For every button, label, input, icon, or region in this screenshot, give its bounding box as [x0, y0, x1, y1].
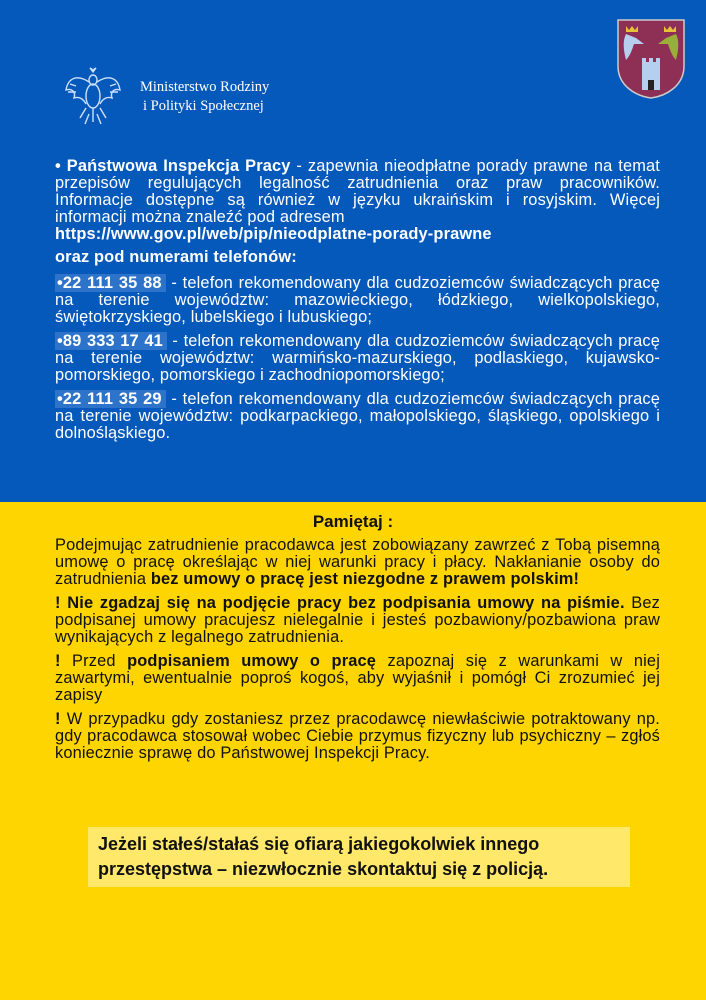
pip-url-link[interactable]: https://www.gov.pl/web/pip/nieodplatne-porady-prawne: [55, 225, 492, 243]
remember-block: [55, 537, 660, 769]
paragraph: Podejmując zatrudnienie pracodawca jest zobowiązany zawrzeć z Tobą pisemną umowę o pracę określając w niej warunki pracy i płacy. Nakłanianie osoby do zatrudnienia bez umowy o pracę jest niezgodne z prawem polskim!: [55, 536, 660, 588]
paragraph: ! Przed podpisaniem umowy o pracę zapoznaj się z warunkami w niej zawartymi, ewentualnie poproś kogoś, aby wyjaśnił i pomógł Ci zrozumieć jej zapisy: [55, 652, 660, 704]
ministry-logo-text: Ministerstwo Rodziny i Polityki Społecznej: [140, 79, 270, 114]
coat-of-arms-icon: [616, 18, 686, 100]
police-callout: Jeżeli stałeś/stałaś się ofiarą jakiegokolwiek innego przestępstwa – niezwłocznie skontaktuj się z policją.: [88, 827, 630, 887]
pip-info-block: • Państwowa Inspekcja Pracy - zapewnia nieodpłatne porady prawne na temat przepisów regulujących legalność zatrudnienia oraz praw pracowników. Informacje dostępne są również w języku ukraińskim i rosyjskim. Więcej informacji można znaleźć pod adresem https://www.gov.pl/web/pip/nieodplatne-porady-prawne oraz pod numerami telefonów: •22 111 35 88 - telefon rekomendowany dla cudzoziemców świadczących pracę na terenie województw: mazowieckiego, łódzkiego, wielkopolskiego, świętokrzyskiego, lubelskiego i lubuskiego; •89 333 17 41 - telefon rekomendowany dla cudzoziemców świadczących pracę na terenie województw: warmińsko-mazurskiego, podlaskiego, kujawsko-pomorskiego, pomorskiego i zachodniopomorskiego; •22 111 35 29 - telefon rekomendowany dla cudzoziemców świadczących pracę na terenie województw: podkarpackiego, małopolskiego, śląskiego, opolskiego i dolnośląskiego.: [55, 157, 660, 442]
paragraph: ! W przypadku gdy zostaniesz przez pracodawcę niewłaściwie potraktowany np. gdy pracodawca stosował wobec Ciebie przymus fizyczny lub psychiczny – zgłoś koniecznie sprawę do Państwowej Inspekcji Pracy.: [55, 710, 660, 762]
polish-eagle-emblem-icon: [62, 64, 124, 128]
phones-heading: oraz pod numerami telefonów:: [55, 248, 297, 266]
phone-item: •22 111 35 29 - telefon rekomendowany dla cudzoziemców świadczących pracę na terenie województw: podkarpackiego, małopolskiego, śląskiego, opolskiego i dolnośląskiego.: [55, 390, 660, 442]
remember-heading: Pamiętaj :: [312, 512, 394, 531]
yellow-section: [0, 502, 706, 1000]
phone-item: •89 333 17 41 - telefon rekomendowany dla cudzoziemców świadczących pracę na terenie województw: warmińsko-mazurskiego, podlaskiego, kujawsko-pomorskiego, pomorskiego i zachodniopomorskiego;: [55, 332, 660, 384]
phone-number[interactable]: •89 333 17 41: [55, 332, 167, 350]
paragraph: ! Nie zgadzaj się na podjęcie pracy bez podpisania umowy na piśmie. Bez podpisanej umowy pracujesz nielegalnie i jesteś pozbawiony/pozbawiona praw wynikających z legalnego zatrudnienia.: [55, 594, 660, 646]
phone-number[interactable]: •22 111 35 88: [55, 274, 166, 292]
phone-number[interactable]: •22 111 35 29: [55, 390, 166, 408]
phone-item: •22 111 35 88 - telefon rekomendowany dla cudzoziemców świadczących pracę na terenie województw: mazowieckiego, łódzkiego, wielkopolskiego, świętokrzyskiego, lubelskiego i lubuskiego;: [55, 274, 660, 326]
